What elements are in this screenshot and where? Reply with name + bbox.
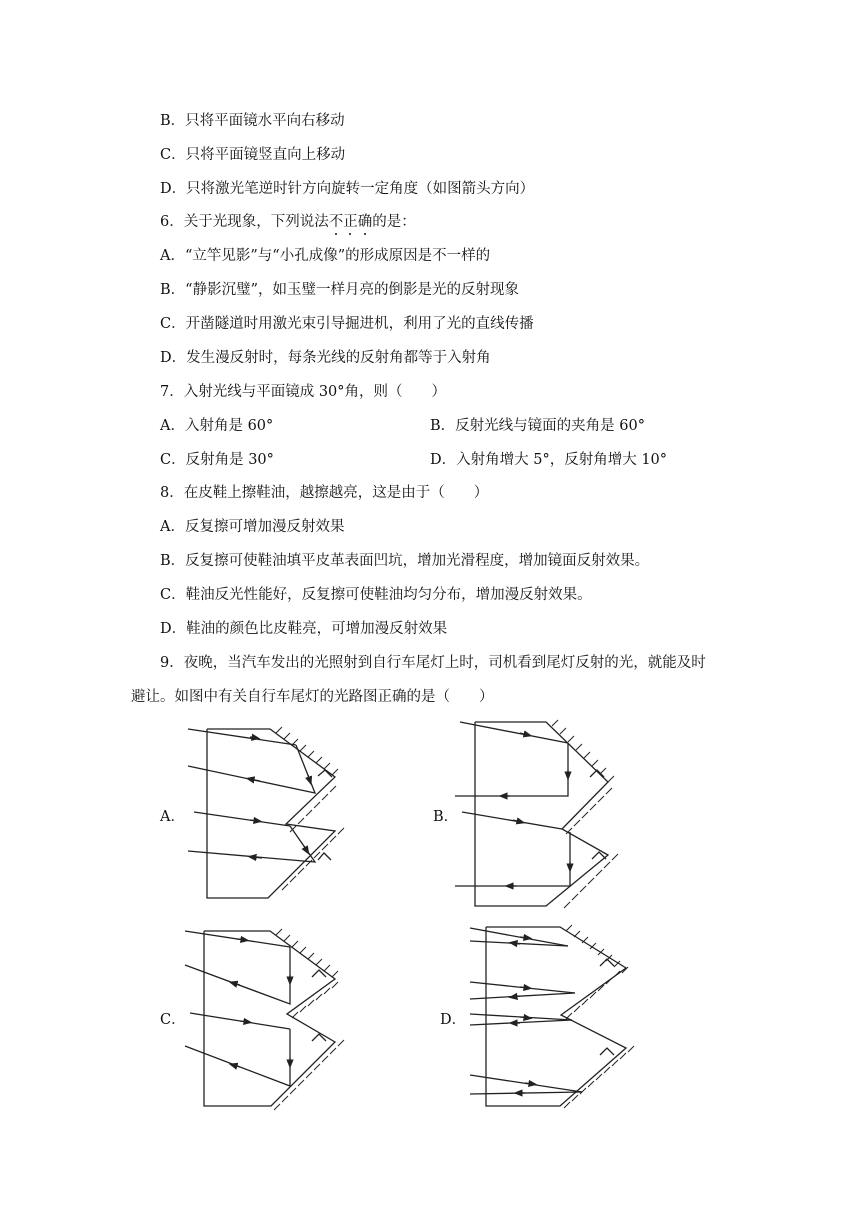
figure-label-a: A． (160, 809, 185, 825)
q8-option-d: D．鞋油的颜色比皮鞋亮，可增加漫反射效果 (160, 621, 448, 637)
q8-option-a: A．反复擦可增加漫反射效果 (160, 519, 345, 535)
figure-b-diagram (455, 720, 618, 908)
figure-d-diagram (470, 925, 634, 1108)
figure-a-reflector-outline (207, 729, 335, 898)
figure-b-hatching (552, 720, 618, 908)
figure-d-hatching (564, 925, 634, 1108)
q5-option-c: C．只将平面镜竖直向上移动 (160, 147, 346, 163)
q7-option-a: A．入射角是 60° (160, 418, 274, 434)
figure-d-right-angle-mark-2 (600, 1048, 614, 1055)
q6-stem-pre: 6．关于光现象，下列说法 (160, 214, 329, 230)
q7-option-c: C．反射角是 30° (160, 452, 274, 468)
q7-option-d: D．入射角增大 5°，反射角增大 10° (430, 452, 668, 468)
q7-stem: 7．入射光线与平面镜成 30°角，则（ ） (160, 384, 447, 400)
q6-option-d: D．发生漫反射时，每条光线的反射角都等于入射角 (160, 350, 491, 366)
figure-label-d: D． (440, 1012, 467, 1028)
figure-label-c: C． (160, 1012, 186, 1028)
q5-option-b: B．只将平面镜水平向右移动 (160, 113, 345, 129)
q6-stem-post: 的是： (372, 214, 416, 230)
figure-a-diagram (188, 727, 344, 898)
q9-stem-line2: 避让。如图中有关自行车尾灯的光路图正确的是（ ） (131, 689, 494, 705)
q6-emphasis-3: 确 (357, 214, 373, 230)
q8-stem: 8．在皮鞋上擦鞋油，越擦越亮，这是由于（ ） (160, 485, 489, 501)
q6-option-b: B．“静影沉璧”，如玉璧一样月亮的倒影是光的反射现象 (160, 282, 519, 298)
figure-label-b: B． (433, 809, 459, 825)
q5-option-d: D．只将激光笔逆时针方向旋转一定角度（如图箭头方向） (160, 181, 535, 197)
q7-option-b: B．反射光线与镜面的夹角是 60° (430, 418, 645, 434)
q9-stem-line1: 9．夜晚，当汽车发出的光照射到自行车尾灯上时，司机看到尾灯反射的光，就能及时 (160, 655, 706, 671)
q6-emphasis-1: 不 (328, 214, 344, 230)
q6-emphasis-2: 正 (343, 214, 358, 230)
q8-option-b: B．反复擦可使鞋油填平皮革表面凹坑，增加光滑程度，增加镜面反射效果。 (160, 553, 650, 569)
figure-c-hatching (274, 929, 344, 1110)
figure-a-hatching (276, 727, 344, 890)
q8-option-c: C．鞋油反光性能好，反复擦可使鞋油均匀分布，增加漫反射效果。 (160, 587, 592, 603)
q6-option-c: C．开凿隧道时用激光束引导掘进机，利用了光的直线传播 (160, 316, 534, 332)
figure-a-right-angle-mark-2 (318, 853, 331, 860)
figure-b-reflector-outline (475, 722, 608, 906)
figure-c-diagram (185, 929, 344, 1110)
q6-option-a: A．“立竿见影”与“小孔成像”的形成原因是不一样的 (160, 248, 491, 264)
